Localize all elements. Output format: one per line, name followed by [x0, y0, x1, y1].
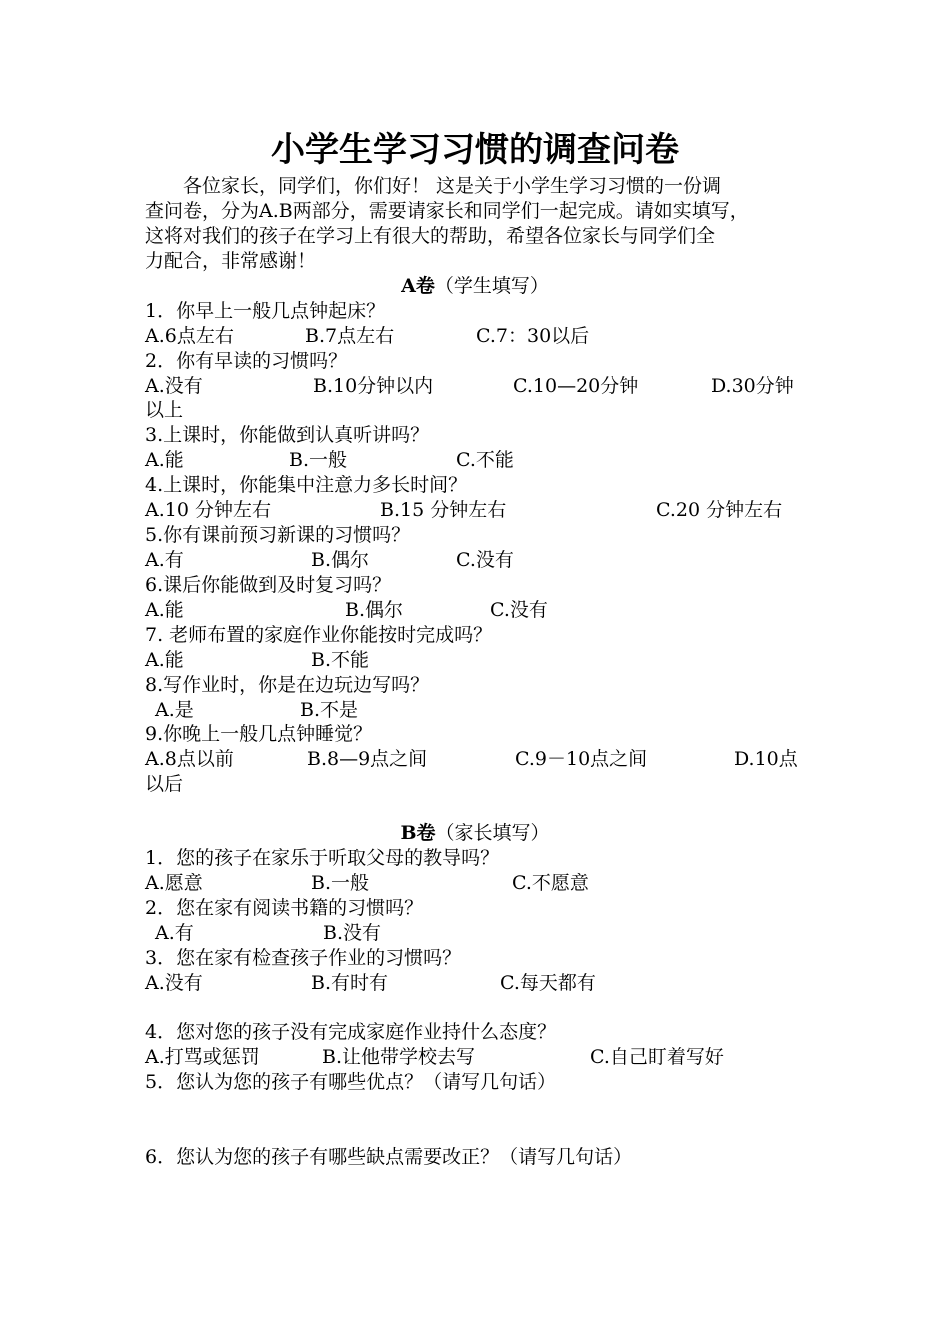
- intro-line: 查问卷，分为A.B两部分，需要请家长和同学们一起完成。请如实填写，: [145, 200, 749, 222]
- option-a3-a[interactable]: A.能: [145, 449, 184, 471]
- question-a3: 3.上课时，你能做到认真听讲吗？: [145, 424, 430, 446]
- question-a9: 9.你晚上一般几点钟睡觉？: [145, 723, 373, 745]
- option-a9-c[interactable]: C.9－10点之间: [515, 748, 648, 770]
- option-a2-b[interactable]: B.10分钟以内: [313, 375, 434, 397]
- option-a2-d[interactable]: D.30分钟: [711, 375, 794, 397]
- option-a2-a[interactable]: A.没有: [145, 375, 203, 397]
- option-b1-a[interactable]: A.愿意: [145, 872, 203, 894]
- option-b4-c[interactable]: C.自己盯着写好: [590, 1046, 724, 1068]
- section-b-note: （家长填写）: [435, 822, 550, 844]
- intro-line: 各位家长，同学们，你们好！ 这是关于小学生学习习惯的一份调: [183, 175, 722, 197]
- option-a8-b[interactable]: B.不是: [300, 699, 359, 721]
- question-b2: 2．您在家有阅读书籍的习惯吗？: [145, 897, 424, 919]
- intro-line: 这将对我们的孩子在学习上有很大的帮助，希望各位家长与同学们全: [145, 225, 716, 247]
- question-a8: 8.写作业时，你是在边玩边写吗？: [145, 674, 430, 696]
- option-b4-b[interactable]: B.让他带学校去写: [322, 1046, 476, 1068]
- option-a9-b[interactable]: B.8—9点之间: [307, 748, 428, 770]
- option-a6-b[interactable]: B.偶尔: [345, 599, 404, 621]
- question-b5: 5．您认为您的孩子有哪些优点？（请写几句话）: [145, 1071, 557, 1093]
- section-b-heading: [0, 821, 950, 846]
- option-a4-a[interactable]: A.10 分钟左右: [145, 499, 271, 521]
- option-a3-b[interactable]: B.一般: [289, 449, 348, 471]
- section-b-label: B卷: [400, 822, 436, 844]
- question-a1: 1．你早上一般几点钟起床？: [145, 300, 386, 322]
- option-b1-c[interactable]: C.不愿意: [512, 872, 589, 894]
- section-a-heading: [0, 274, 950, 299]
- question-a7: 7. 老师布置的家庭作业你能按时完成吗？: [145, 624, 493, 646]
- intro-paragraph: [145, 174, 825, 274]
- option-a1-a[interactable]: A.6点左右: [145, 325, 234, 347]
- question-b4: 4．您对您的孩子没有完成家庭作业持什么态度？: [145, 1021, 557, 1043]
- option-a1-c[interactable]: C.7：30以后: [476, 325, 590, 347]
- question-a4: 4.上课时，你能集中注意力多长时间？: [145, 474, 468, 496]
- option-a9-a[interactable]: A.8点以前: [145, 748, 234, 770]
- option-a6-c[interactable]: C.没有: [490, 599, 548, 621]
- question-b1: 1．您的孩子在家乐于听取父母的教导吗？: [145, 847, 500, 869]
- option-a4-b[interactable]: B.15 分钟左右: [380, 499, 507, 521]
- question-b6: 6．您认为您的孩子有哪些缺点需要改正？（请写几句话）: [145, 1146, 633, 1168]
- option-b3-a[interactable]: A.没有: [145, 972, 203, 994]
- option-b2-a[interactable]: A.有: [155, 922, 194, 944]
- question-a6: 6.课后你能做到及时复习吗？: [145, 574, 392, 596]
- option-b1-b[interactable]: B.一般: [311, 872, 370, 894]
- option-a9-d[interactable]: D.10点: [734, 748, 798, 770]
- option-a7-b[interactable]: B.不能: [311, 649, 370, 671]
- question-a2: 2．你有早读的习惯吗？: [145, 350, 348, 372]
- question-a5: 5.你有课前预习新课的习惯吗？: [145, 524, 411, 546]
- option-a2-d-continued: 以上: [145, 399, 184, 421]
- page-title: 小学生学习习惯的调查问卷: [271, 130, 679, 170]
- option-a5-a[interactable]: A.有: [145, 549, 184, 571]
- option-a4-c[interactable]: C.20 分钟左右: [656, 499, 783, 521]
- option-a7-a[interactable]: A.能: [145, 649, 184, 671]
- option-a3-c[interactable]: C.不能: [456, 449, 514, 471]
- option-a5-b[interactable]: B.偶尔: [311, 549, 370, 571]
- option-a2-c[interactable]: C.10—20分钟: [513, 375, 639, 397]
- option-b4-a[interactable]: A.打骂或惩罚: [145, 1046, 260, 1068]
- option-b3-c[interactable]: C.每天都有: [500, 972, 596, 994]
- section-a-note: （学生填写）: [434, 275, 549, 297]
- option-a1-b[interactable]: B.7点左右: [305, 325, 395, 347]
- option-b2-b[interactable]: B.没有: [323, 922, 382, 944]
- option-a6-a[interactable]: A.能: [145, 599, 184, 621]
- option-a5-c[interactable]: C.没有: [456, 549, 514, 571]
- section-a-label: A卷: [401, 275, 435, 297]
- option-b3-b[interactable]: B.有时有: [311, 972, 389, 994]
- intro-line: 力配合，非常感谢！: [145, 250, 317, 272]
- option-a8-a[interactable]: A.是: [155, 699, 194, 721]
- option-a9-d-continued: 以后: [145, 773, 184, 795]
- question-b3: 3．您在家有检查孩子作业的习惯吗？: [145, 947, 462, 969]
